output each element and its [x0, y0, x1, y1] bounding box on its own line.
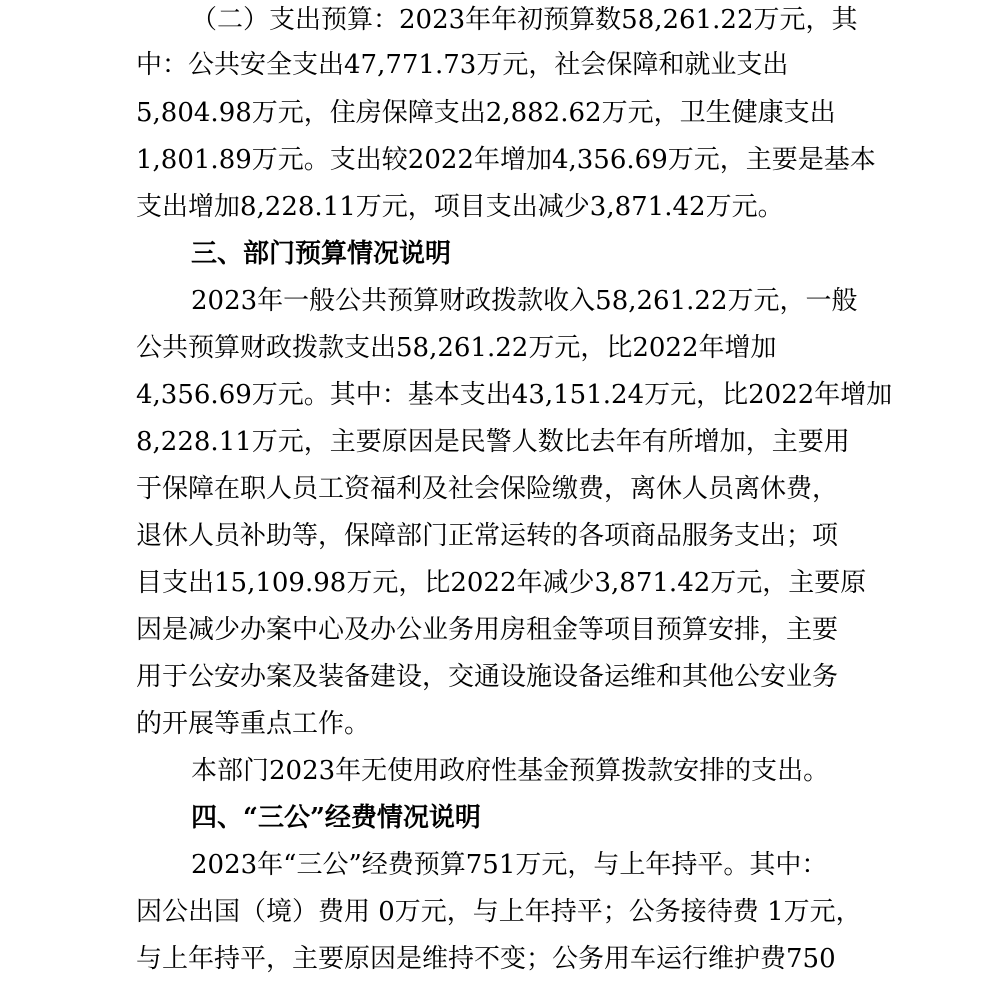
section-heading: 四、“三公”经费情况说明 [191, 803, 481, 833]
text-line: 因是减少办案中心及办公业务用房租金等项目预算安排，主要 [136, 615, 839, 645]
text-line: 的开展等重点工作。 [136, 709, 371, 739]
text-line: 因公出国（境）费用 0万元，与上年持平；公务接待费 1万元， [136, 897, 862, 927]
text-line: 与上年持平，主要原因是维持不变；公务用车运行维护费750 [136, 944, 836, 974]
text-line: 用于公安办案及装备建设，交通设施设备运维和其他公安业务 [136, 662, 839, 692]
section-heading: 三、部门预算情况说明 [191, 239, 452, 269]
text-line: 目支出15,109.98万元，比2022年减少3,871.42万元，主要原 [136, 568, 867, 598]
text-line: 本部门2023年无使用政府性基金预算拨款安排的支出。 [191, 756, 830, 786]
text-line: 8,228.11万元，主要原因是民警人数比去年有所增加，主要用 [136, 427, 850, 457]
text-line: 于保障在职人员工资福利及社会保险缴费，离休人员离休费， [136, 474, 839, 504]
text-line: 5,804.98万元，住房保障支出2,882.62万元，卫生健康支出 [136, 98, 836, 128]
text-line: 中：公共安全支出47,771.73万元，社会保障和就业支出 [136, 50, 789, 80]
text-line: 公共预算财政拨款支出58,261.22万元，比2022年增加 [136, 333, 777, 363]
text-line: （二）支出预算：2023年年初预算数58,261.22万元，其 [191, 5, 858, 35]
text-line: 退休人员补助等，保障部门正常运转的各项商品服务支出；项 [136, 521, 839, 551]
text-line: 2023年“三公”经费预算751万元，与上年持平。其中： [191, 850, 828, 880]
text-line: 支出增加8,228.11万元，项目支出减少3,871.42万元。 [136, 192, 784, 222]
text-line: 2023年一般公共预算财政拨款收入58,261.22万元，一般 [191, 286, 858, 316]
text-line: 1,801.89万元。支出较2022年增加4,356.69万元，主要是基本 [136, 145, 876, 175]
text-line: 4,356.69万元。其中：基本支出43,151.24万元，比2022年增加 [136, 380, 893, 410]
